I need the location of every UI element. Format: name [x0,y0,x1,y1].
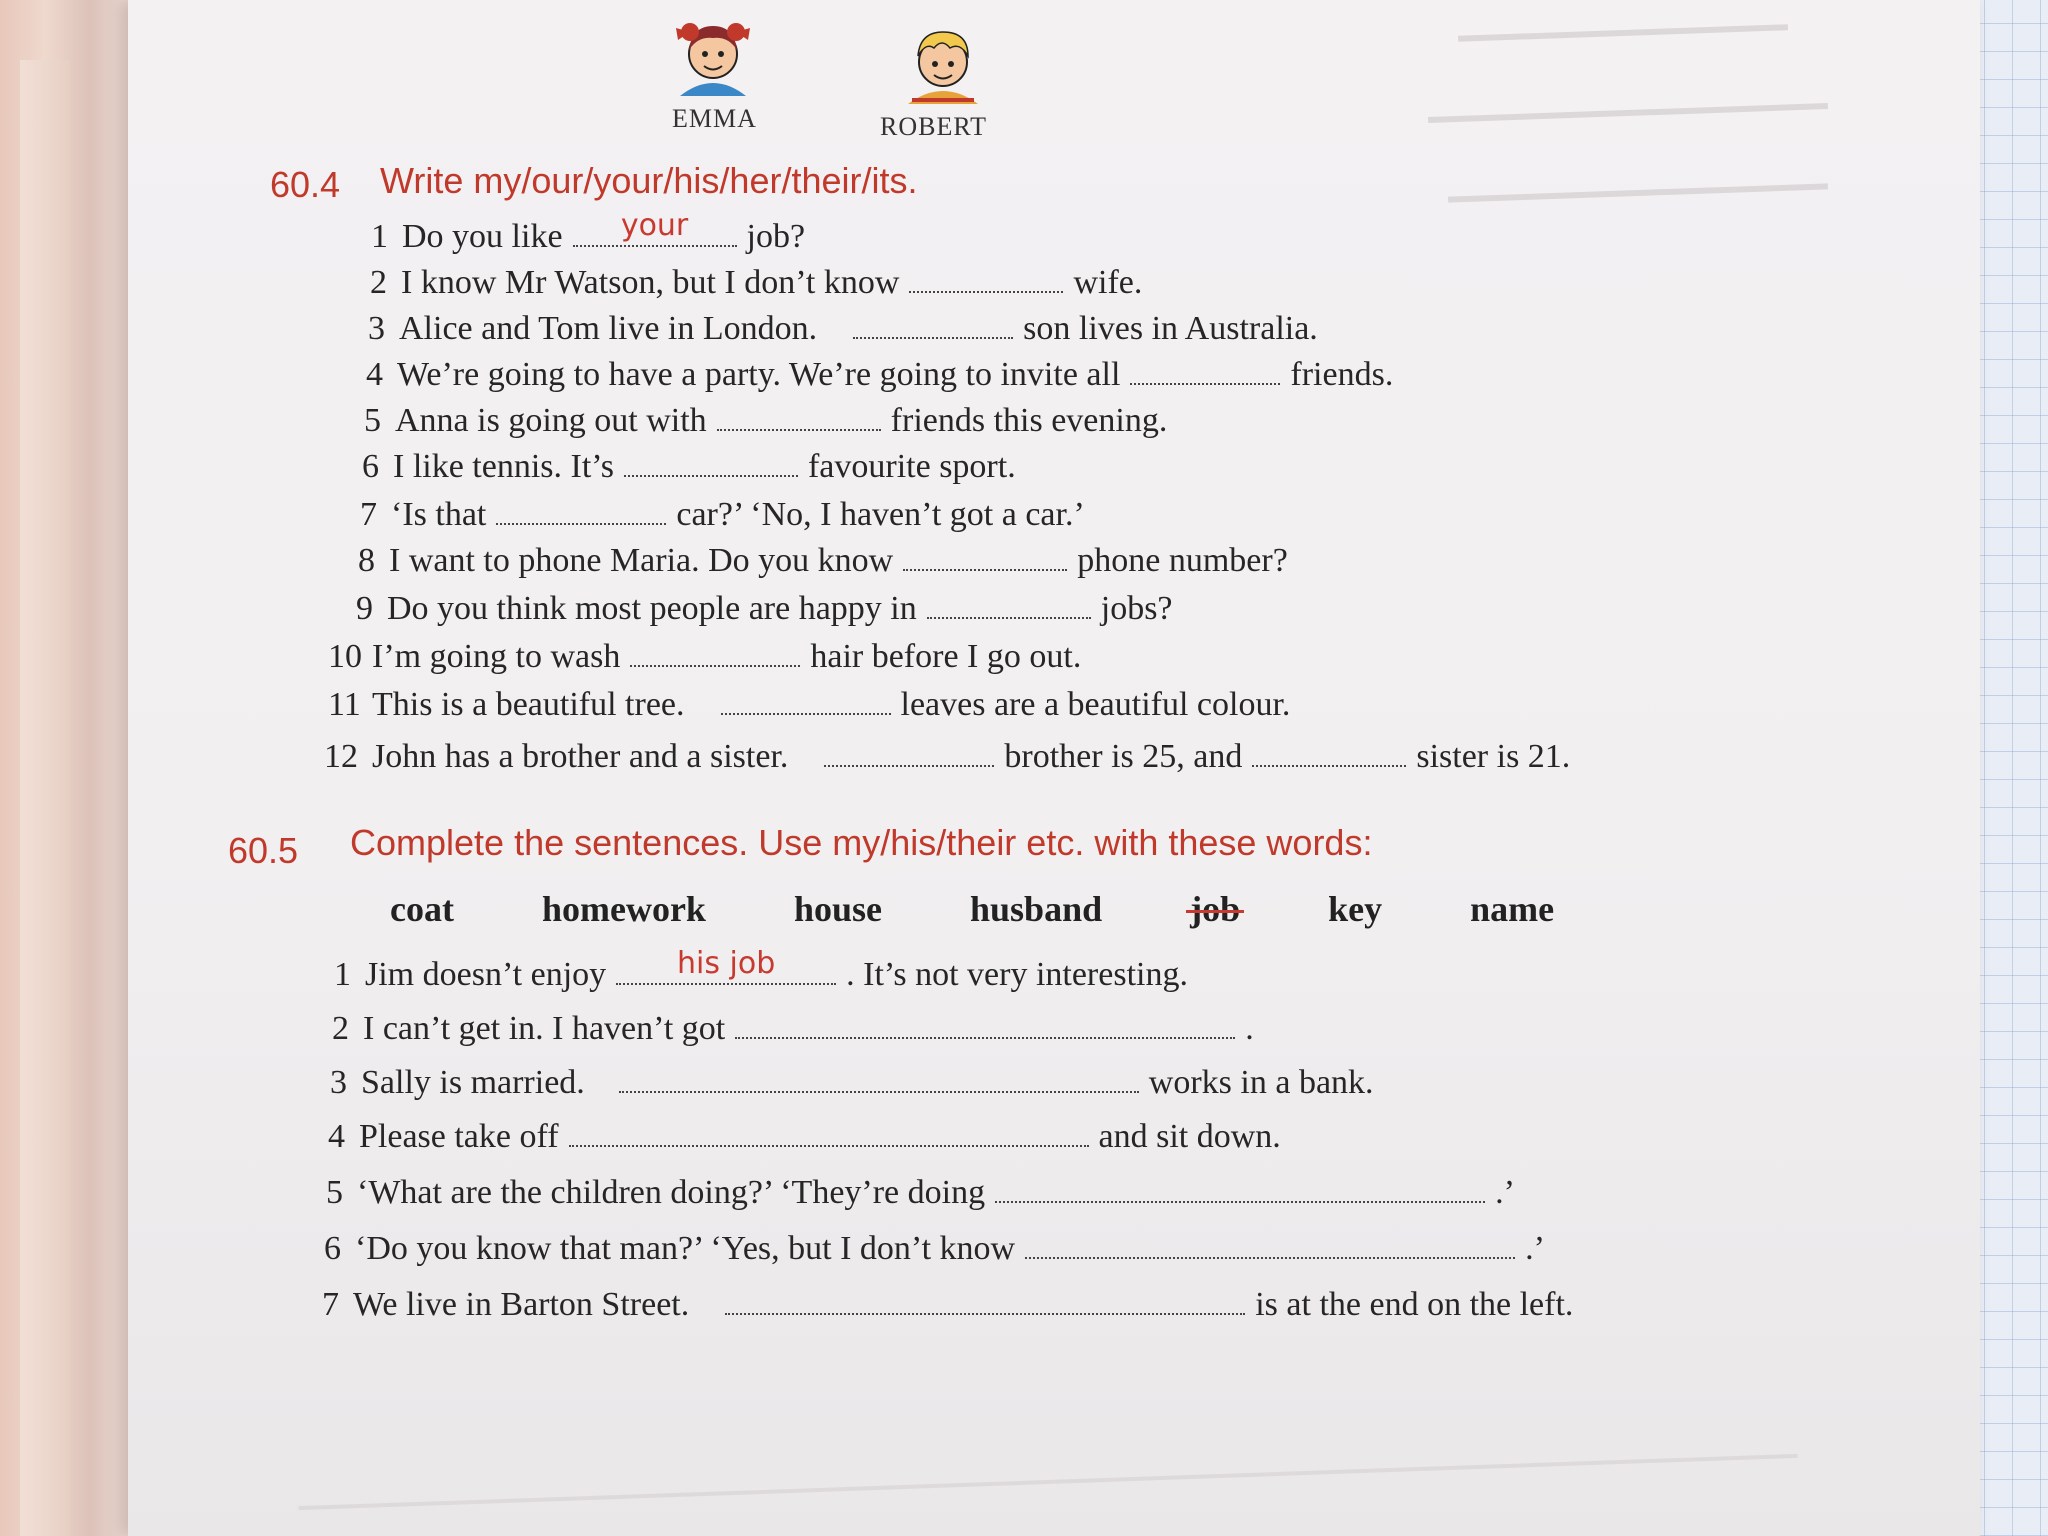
item-text-after: jobs? [1100,590,1173,627]
exercise-item [362,448,1016,486]
answer-blank[interactable] [725,1307,1245,1315]
word-job-crossed-out: job [1190,889,1241,929]
answer-blank[interactable] [721,707,891,715]
exercise-item [366,356,1393,394]
answer-blank[interactable] [630,659,800,667]
item-text-after: leaves are a beautiful colour. [900,686,1291,723]
item-text-after: is at the end on the left. [1255,1286,1574,1323]
item-number: 3 [330,1064,347,1101]
girl-icon [668,10,758,96]
handwritten-answer: your [620,208,689,243]
item-text-after: . It’s not very interesting. [846,956,1188,993]
answer-blank[interactable] [619,1085,1139,1093]
bleed-through [1448,183,1828,202]
item-text-after: friends this evening. [890,402,1168,439]
item-text-before: Anna is going out with [395,402,707,439]
item-text-after: job? [746,218,806,255]
handwritten-answer: his job [677,946,776,981]
bleed-through [1458,24,1788,42]
word-key: key [1328,889,1383,929]
item-number: 3 [368,310,385,347]
exercise-item [334,946,1188,994]
item-text-before: Jim doesn’t enjoy [365,956,607,993]
item-text-after: .’ [1525,1230,1545,1267]
exercise-item [328,686,1290,724]
robert-illustration [898,20,988,109]
item-number: 1 [371,218,388,255]
item-text-after: son lives in Australia. [1023,310,1318,347]
item-text-before: Do you think most people are happy in [387,590,917,627]
item-text-after: .’ [1495,1174,1515,1211]
exercise-605-list [322,946,1968,1336]
item-text-before: ‘Do you know that man?’ ‘Yes, but I don’t know [355,1230,1016,1267]
word-house: house [793,889,882,929]
word-coat: coat [390,889,454,929]
exercise-item [328,638,1081,676]
exercise-item [360,496,1085,534]
word-homework: homework [541,889,706,929]
item-text-before: This is a beautiful tree. [372,686,685,723]
item-text-before: We’re going to have a party. We’re going to invite all [397,356,1121,393]
item-text-before: John has a brother and a sister. [372,738,789,775]
item-number: 10 [328,638,362,675]
exercise-item [326,1174,1515,1212]
exercise-item [368,310,1318,348]
exercise-number: 60.5 [228,830,299,871]
emma-illustration [668,10,758,101]
item-number: 7 [360,496,377,533]
item-number: 6 [324,1230,341,1267]
item-number: 6 [362,448,379,485]
exercise-item [358,542,1288,580]
exercise-instruction: Write my/our/your/his/her/their/its. [380,160,918,201]
item-number: 5 [364,402,381,439]
item-number: 2 [332,1010,349,1047]
item-number: 7 [322,1286,339,1323]
item-text-before: We live in Barton Street. [353,1286,690,1323]
word-bank [390,888,1638,930]
answer-blank[interactable] [624,469,798,477]
item-number: 4 [328,1118,345,1155]
item-text-before: Sally is married. [361,1064,585,1101]
item-text-after: phone number? [1077,542,1288,579]
exercise-number: 60.4 [270,164,341,205]
item-number: 8 [358,542,375,579]
item-number: 9 [356,590,373,627]
item-text-after: works in a bank. [1148,1064,1374,1101]
item-text-after: car?’ ‘No, I haven’t got a car.’ [676,496,1085,533]
exercise-item [322,1286,1573,1324]
bleed-through [298,1454,1797,1510]
boy-icon [898,20,988,104]
item-text-middle: brother is 25, and [1004,738,1243,775]
item-text-before: I’m going to wash [372,638,621,675]
answer-blank[interactable] [1252,759,1406,767]
exercise-item [330,1064,1374,1102]
answer-blank[interactable] [616,946,836,985]
item-text-before: Alice and Tom live in London. [399,310,818,347]
item-number: 1 [334,956,351,993]
answer-blank[interactable] [853,331,1013,339]
item-text-after: wife. [1073,264,1143,301]
word-husband: husband [970,889,1103,929]
answer-blank[interactable] [927,611,1091,619]
workbook-page [128,0,1980,1536]
answer-blank[interactable] [909,285,1063,293]
item-text-after: and sit down. [1098,1118,1281,1155]
item-number: 12 [324,738,358,775]
item-text-after: . [1245,1010,1254,1047]
item-number: 5 [326,1174,343,1211]
exercise-instruction: Complete the sentences. Use my/his/their etc. with these words: [350,822,1373,863]
exercise-item [356,590,1173,628]
answer-blank[interactable] [573,208,737,247]
item-text-after: hair before I go out. [810,638,1082,675]
answer-blank[interactable] [717,423,881,431]
item-number: 11 [328,686,361,723]
answer-blank[interactable] [569,1139,1089,1147]
exercise-item [364,402,1167,440]
item-text-after: sister is 21. [1416,738,1571,775]
word-name: name [1470,889,1555,929]
answer-blank[interactable] [1025,1251,1515,1259]
item-text-before: Do you like [402,218,563,255]
item-text-before: Please take off [359,1118,559,1155]
exercise-item [332,1010,1254,1048]
answer-blank[interactable] [903,563,1067,571]
answer-blank[interactable] [496,517,666,525]
exercise-item [371,208,806,256]
bleed-through [1428,103,1828,123]
item-number: 4 [366,356,383,393]
character-name: ROBERT [880,112,988,141]
item-text-before: ‘Is that [391,496,487,533]
exercise-604-list [324,208,1928,798]
item-text-before: I know Mr Watson, but I don’t know [401,264,900,301]
exercise-item [324,738,1570,776]
item-text-before: I want to phone Maria. Do you know [389,542,894,579]
answer-blank[interactable] [1130,377,1280,385]
item-text-before: I like tennis. It’s [393,448,614,485]
exercise-item [324,1230,1545,1268]
character-name: EMMA [672,104,757,133]
answer-blank[interactable] [995,1195,1485,1203]
item-text-before: ‘What are the children doing?’ ‘They’re doing [357,1174,986,1211]
item-number: 2 [370,264,387,301]
exercise-item [370,264,1142,302]
item-text-before: I can’t get in. I haven’t got [363,1010,726,1047]
exercise-item [328,1118,1281,1156]
item-text-after: friends. [1290,356,1394,393]
answer-blank[interactable] [824,759,994,767]
answer-blank[interactable] [735,1031,1235,1039]
item-text-after: favourite sport. [807,448,1016,485]
